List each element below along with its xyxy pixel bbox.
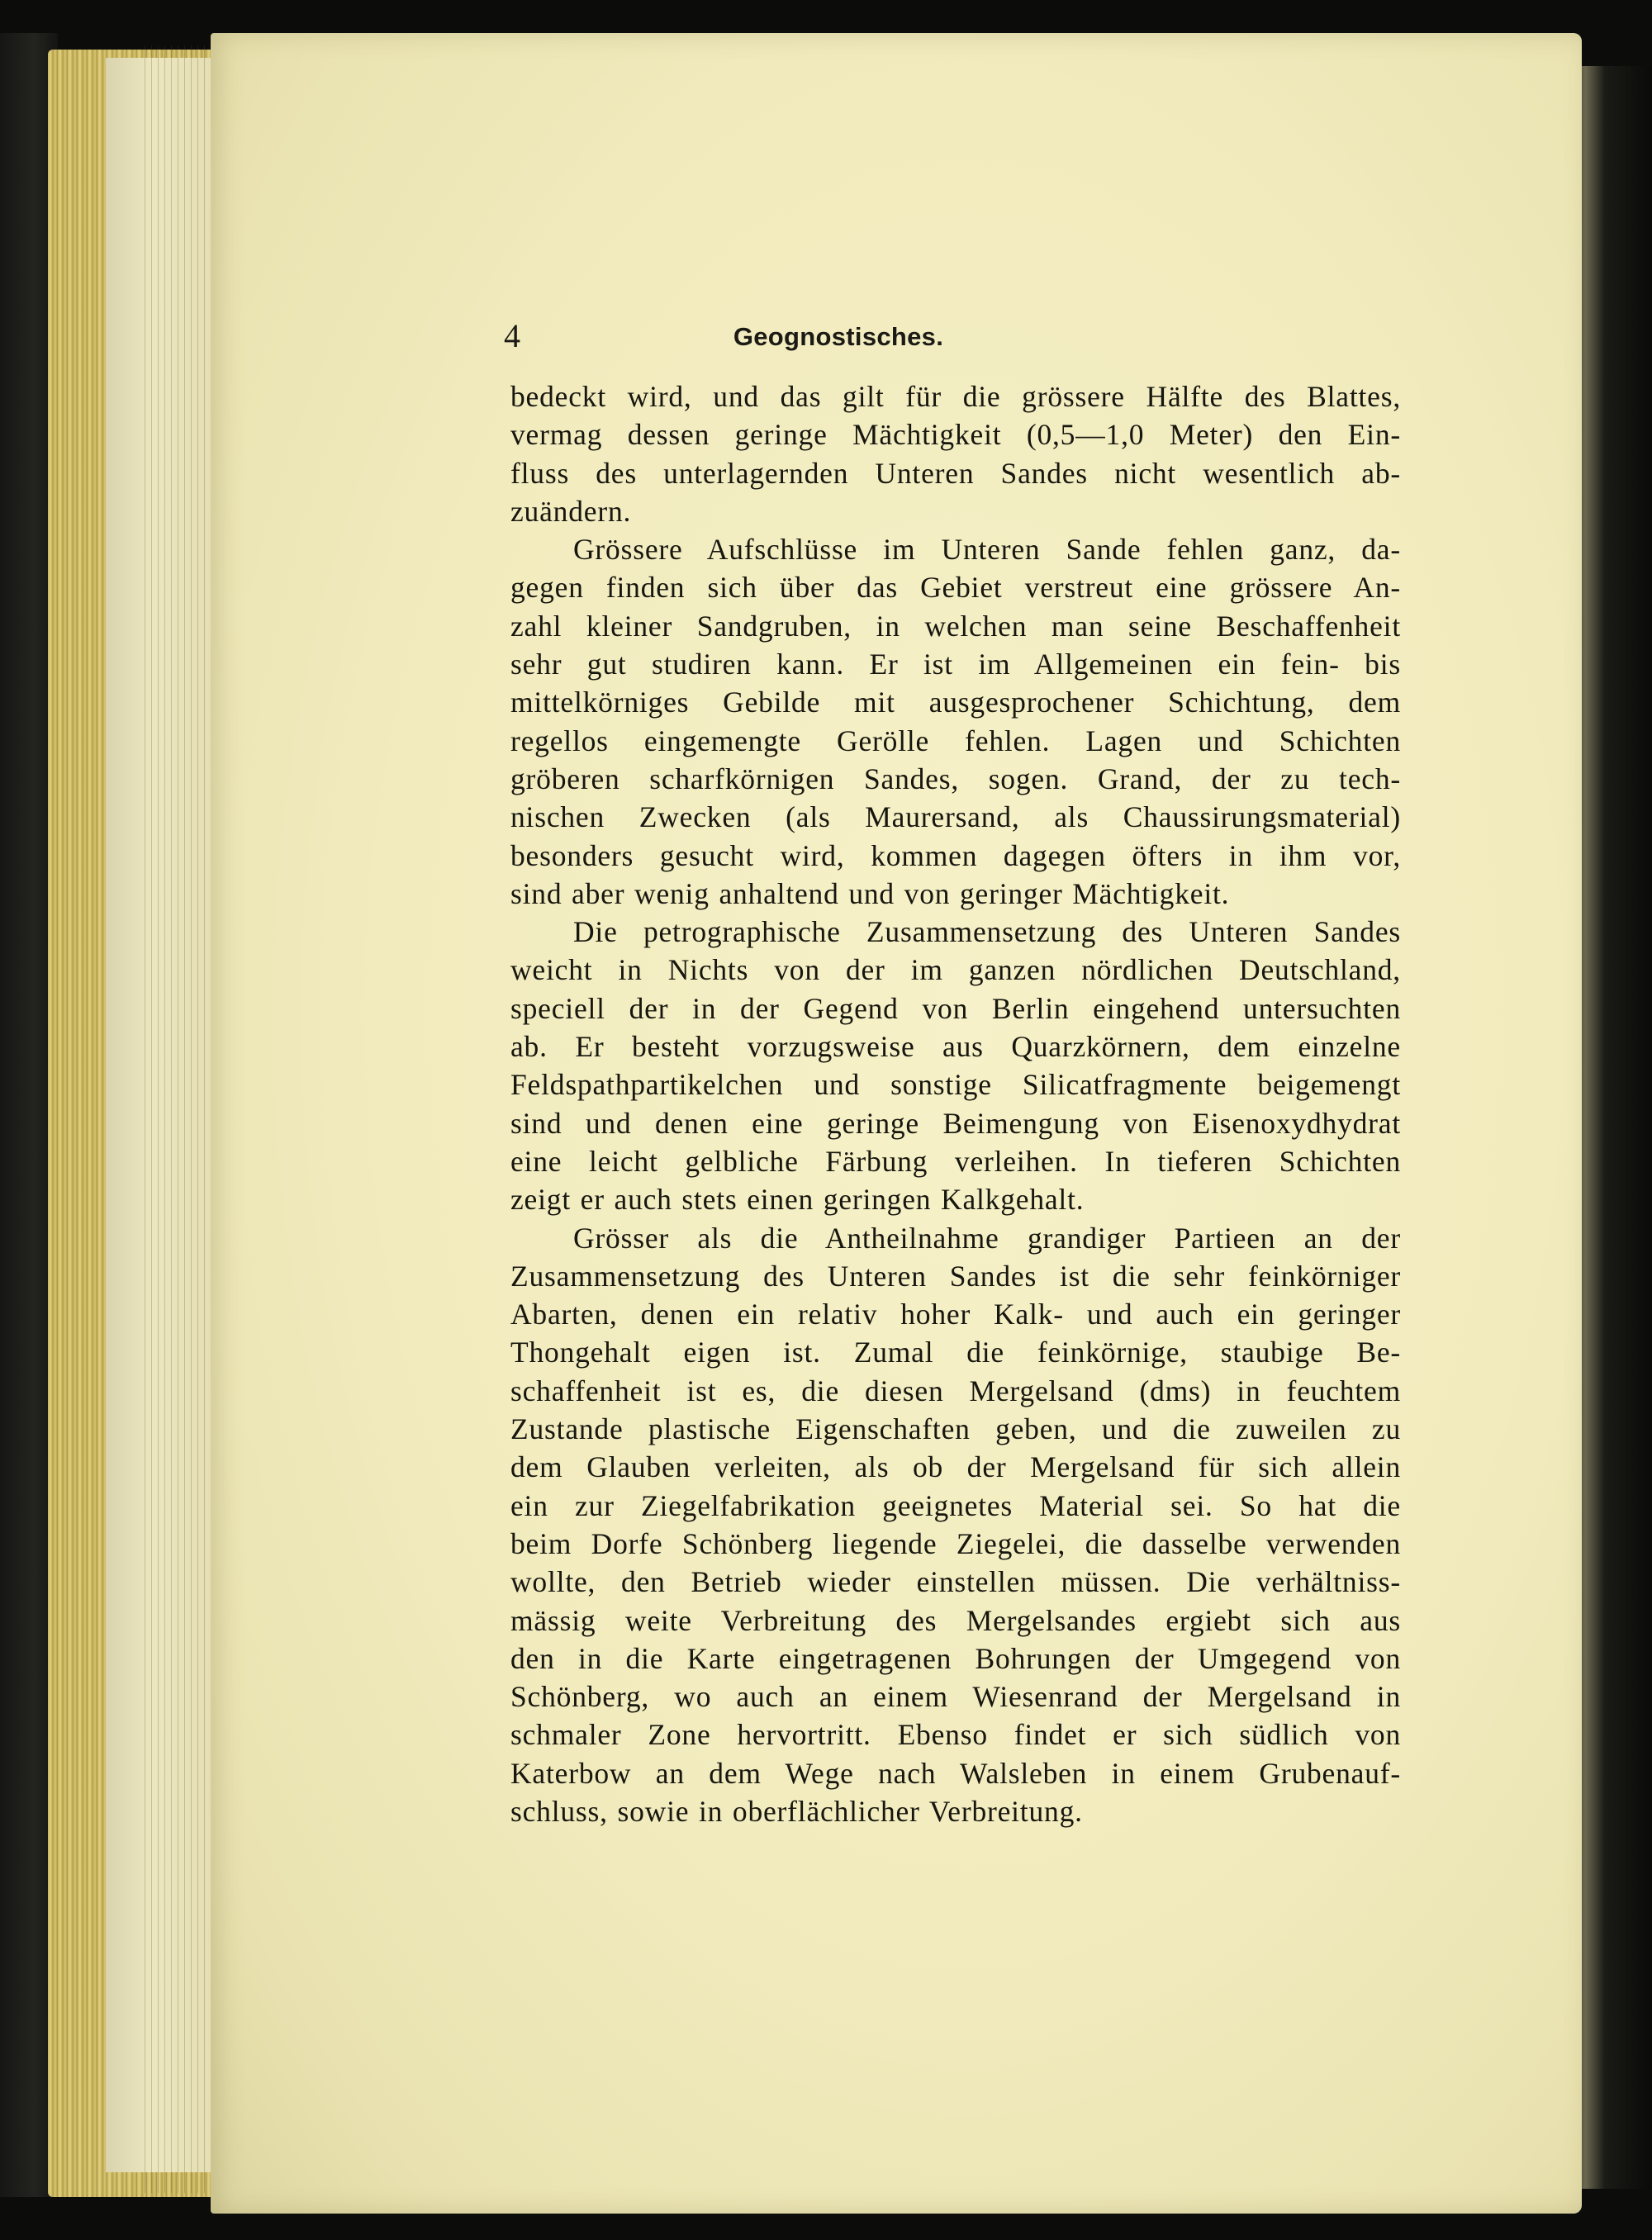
page-number: 4	[504, 317, 520, 354]
text-line: zuändern.	[510, 494, 632, 528]
text-line: ein zur Ziegelfabrikation geeignetes Material sei. So hat die	[510, 1488, 1401, 1522]
running-head: Geognostisches.	[733, 322, 944, 351]
text-line: schmaler Zone hervortritt. Ebenso findet er sich südlich von	[510, 1718, 1401, 1752]
text-line: gröberen scharfkörnigen Sandes, sogen. Grand, der zu tech-	[510, 762, 1401, 795]
text-line: ab. Er besteht vorzugsweise aus Quarzkörnern, dem einzelne	[510, 1030, 1401, 1064]
text-line: schluss, sowie in oberflächlicher Verbreitung.	[510, 1794, 1083, 1828]
text-line: beim Dorfe Schönberg liegende Ziegelei, die dasselbe verwenden	[510, 1526, 1401, 1560]
text-line: zeigt er auch stets einen geringen Kalkgehalt.	[510, 1183, 1085, 1217]
text-line: Zusammensetzung des Unteren Sandes ist die sehr feinkörniger	[510, 1259, 1401, 1293]
text-line: Thongehalt eigen ist. Zumal die feinkörnige, staubige Be-	[510, 1336, 1401, 1369]
text-line: nischen Zwecken (als Maurersand, als Chaussirungsmaterial)	[510, 800, 1401, 834]
text-line: zahl kleiner Sandgruben, in welchen man seine Beschaffenheit	[510, 609, 1401, 643]
text-line: bedeckt wird, und das gilt für die grössere Hälfte des Blattes,	[510, 380, 1401, 413]
text-line: wollte, den Betrieb wieder einstellen müssen. Die verhältniss-	[510, 1565, 1401, 1599]
text-line: besonders gesucht wird, kommen dagegen öfters in ihm vor,	[510, 838, 1401, 872]
text-line: Zustande plastische Eigenschaften geben, und die zuweilen zu	[510, 1412, 1401, 1446]
text-line: mittelkörniges Gebilde mit ausgesprochener Schichtung, dem	[510, 686, 1401, 719]
text-line: schaffenheit ist es, die diesen Mergelsand (dms) in feuchtem	[510, 1374, 1401, 1407]
text-line: mässig weite Verbreitung des Mergelsandes ergiebt sich aus	[510, 1603, 1401, 1637]
text-line: Katerbow an dem Wege nach Walsleben in einem Grubenauf-	[510, 1756, 1401, 1790]
text-line: Feldspathpartikelchen und sonstige Silicatfragmente beigemengt	[510, 1068, 1401, 1102]
text-line: dem Glauben verleiten, als ob der Mergelsand für sich allein	[510, 1450, 1401, 1484]
right-page-edge	[1574, 66, 1652, 2189]
text-line: den in die Karte eingetragenen Bohrungen der Umgegend von	[510, 1641, 1401, 1675]
text-line: speciell der in der Gegend von Berlin eingehend untersuchten	[510, 991, 1401, 1025]
text-line: weicht in Nichts von der im ganzen nördlichen Deutschland,	[510, 953, 1401, 987]
body-text	[510, 377, 1401, 1830]
text-line: Grösser als die Antheilnahme grandiger Partieen an der	[573, 1221, 1401, 1255]
text-line: gegen finden sich über das Gebiet verstreut eine grössere An-	[510, 571, 1401, 605]
text-line: Schönberg, wo auch an einem Wiesenrand der Mergelsand in	[510, 1680, 1401, 1714]
text-line: regellos eingemengte Gerölle fehlen. Lagen und Schichten	[510, 724, 1401, 757]
text-line: vermag dessen geringe Mächtigkeit (0,5—1,0 Meter) den Ein-	[510, 418, 1401, 452]
text-line: Die petrographische Zusammensetzung des Unteren Sandes	[573, 915, 1401, 949]
text-line: sind aber wenig anhaltend und von geringer Mächtigkeit.	[510, 876, 1230, 910]
text-line: fluss des unterlagernden Unteren Sandes nicht wesentlich ab-	[510, 456, 1401, 490]
text-line: sind und denen eine geringe Beimengung von Eisenoxydhydrat	[510, 1106, 1401, 1140]
text-line: sehr gut studiren kann. Er ist im Allgemeinen ein fein- bis	[510, 648, 1401, 681]
text-line: Grössere Aufschlüsse im Unteren Sande fehlen ganz, da-	[573, 533, 1401, 567]
text-line: Abarten, denen ein relativ hoher Kalk- und auch ein geringer	[510, 1298, 1401, 1331]
text-line: eine leicht gelbliche Färbung verleihen. In tieferen Schichten	[510, 1144, 1401, 1178]
